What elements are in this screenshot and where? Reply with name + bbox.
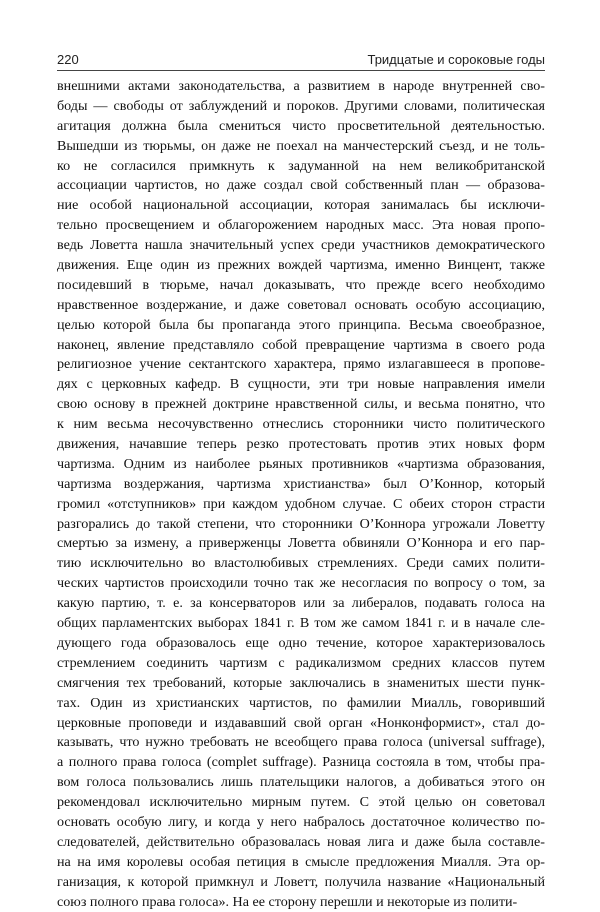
text-line: свою основу в прежней доктрине нравственной силы, и весьма понятно, что	[57, 396, 545, 413]
text-line: к ним весьма несочувственно отнеслись сторонники чисто политического	[57, 416, 545, 433]
text-line: движения, начавшие теперь резко протестовать против этих новых форм	[57, 436, 545, 453]
running-head: Тридцатые и сороковые годы	[367, 52, 545, 67]
text-line: посидевший в тюрьме, начал доказывать, что прежде всего необходимо	[57, 276, 545, 293]
text-line: чартизма воздержания, чартизма христианства» был О’Коннор, который	[57, 475, 545, 492]
text-line: ко не согласился примкнуть к задуманной на нем великобританской	[57, 157, 545, 174]
text-line: вом голоса пользовались лишь плательщики налогов, а добиваться этого он	[57, 774, 545, 791]
text-line: дях с церковных кафедр. В сущности, эти три новые направления имели	[57, 376, 545, 393]
text-line: дующего года образовалось еще одно течение, которое характеризовалось	[57, 634, 545, 651]
text-line: на на имя королевы особая петиция в смысле предложения Миалля. Эта ор-	[57, 853, 545, 870]
text-line: чартизма. Одним из наиболее рьяных противников «чартизма образования,	[57, 455, 545, 472]
text-line: движения. Еще один из прежних вождей чартизма, именно Винцент, также	[57, 257, 545, 274]
text-line: наконец, явление представляло собой превращение чартизма в своего рода	[57, 336, 545, 353]
text-line: основать особую лигу, и когда у него набралось достаточное количество по-	[57, 813, 545, 830]
text-line: а полного права голоса (complet suffrage). Разница состояла в том, чтобы пра-	[57, 754, 545, 771]
text-line: следователей, действительно образовалась новая лига и даже была составле-	[57, 833, 545, 850]
text-line: смягчения тех требований, которые заключались в знаменитых шести пунк-	[57, 674, 545, 691]
text-line: боды — свободы от заблуждений и пороков. Другими словами, политическая	[57, 97, 545, 114]
text-line: ганизация, к которой примкнул и Ловетт, получила название «Национальный	[57, 873, 545, 890]
text-line: общих парламентских выборах 1841 г. В том же самом 1841 г. и в начале сле-	[57, 615, 545, 632]
text-line: ведь Ловетта нашла значительный успех среди участников демократического	[57, 237, 545, 254]
text-line: Вышедши из тюрьмы, он даже не поехал на манчестерский съезд, и не толь-	[57, 137, 545, 154]
text-line: тельно просвещением и облагорожением народных масс. Эта новая пропо-	[57, 217, 545, 234]
text-line: агитация должна была смениться чисто просветительной деятельностью.	[57, 117, 545, 134]
page-number: 220	[57, 52, 79, 67]
header-rule	[57, 70, 545, 71]
text-line: церковные проповеди и издававший свой орган «Нонконформист», стал до-	[57, 714, 545, 731]
text-line: тию исключительно во властолюбивых стремлениях. Среди самих полити-	[57, 555, 545, 572]
text-line: разгорались до такой степени, что сторонники О’Коннора угрожали Ловетту	[57, 515, 545, 532]
page-header	[57, 52, 545, 72]
text-line: нравственное воздержание, и даже советовал основать особую ассоциацию,	[57, 296, 545, 313]
text-line: тах. Один из христианских чартистов, по фамилии Миалль, говоривший	[57, 694, 545, 711]
text-line: союз полного права голоса». На ее сторону перешли и некоторые из полити-	[57, 893, 518, 910]
text-line: целью которой была бы пропаганда этого принципа. Весьма своеобразное,	[57, 316, 545, 333]
text-line: громил «отступников» при каждом удобном случае. С обеих сторон страсти	[57, 495, 545, 512]
text-line: стремлением соединить чартизм с радикализмом средних классов путем	[57, 654, 545, 671]
text-line: казывать, что нужно требовать не всеобщего права голоса (universal suffrage),	[57, 734, 545, 751]
body-text	[57, 77, 545, 912]
text-line: рекомендовал исключительно мирным путем. С этой целью он советовал	[57, 794, 545, 811]
text-line: ассоциации чартистов, но даже создал свой собственный план — образова-	[57, 177, 545, 194]
text-line: ческих чартистов происходили точно так же несогласия по вопросу о том, за	[57, 575, 545, 592]
text-line: ние особой национальной ассоциации, которая занималась бы исключи-	[57, 197, 545, 214]
text-line: внешними актами законодательства, а развитием в народе внутренней сво-	[57, 78, 545, 94]
text-line: религиозное учение сектантского характера, прямо излагавшееся в пропове-	[57, 356, 545, 373]
text-line: смертью за измену, а приверженцы Ловетта обвиняли О’Коннора и его пар-	[57, 535, 545, 552]
text-line: какую партию, т. е. за консерваторов или за либералов, подавать голоса на	[57, 595, 545, 612]
